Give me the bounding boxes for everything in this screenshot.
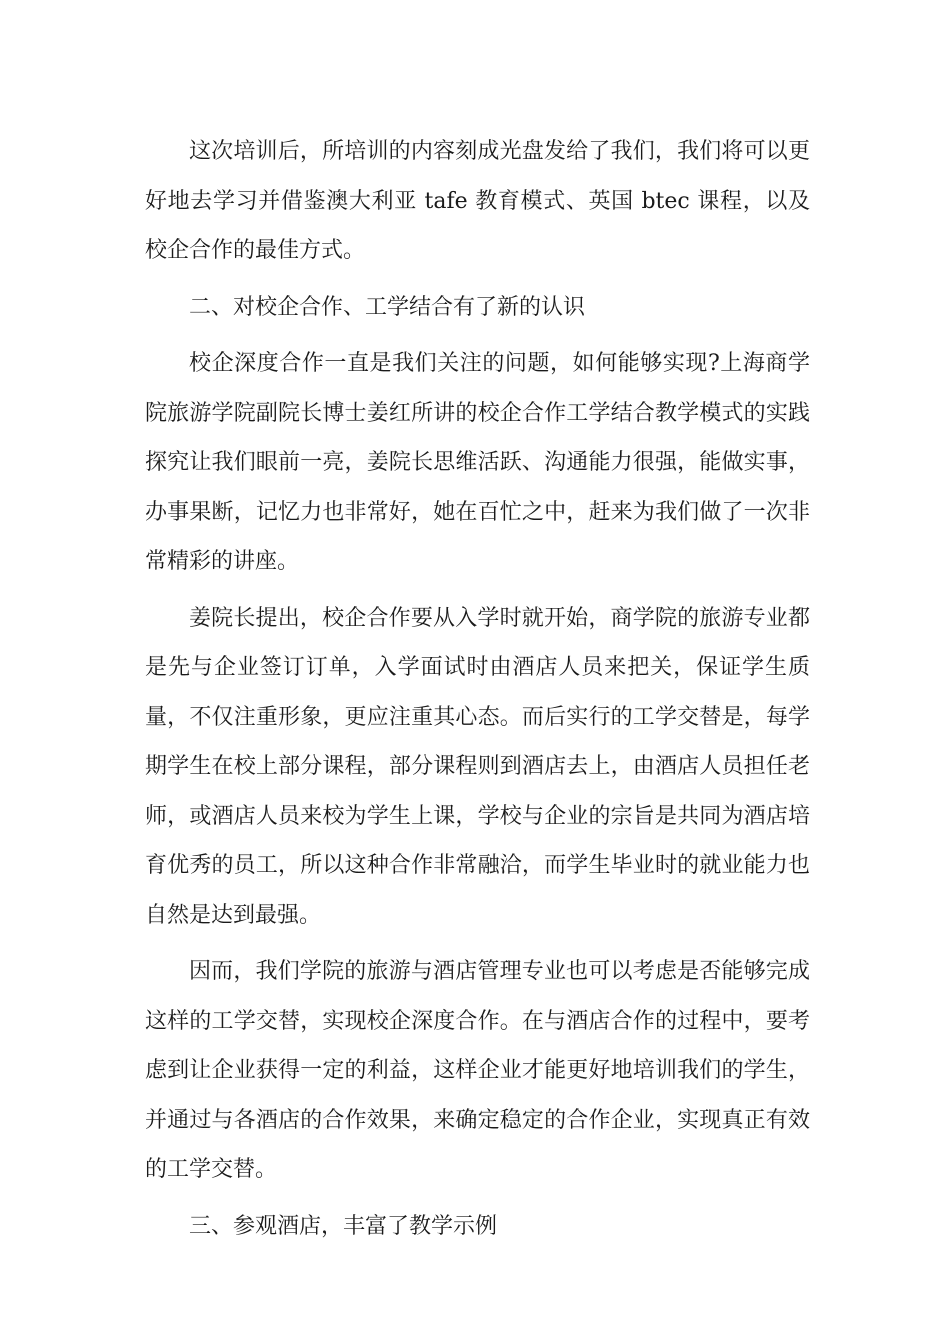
paragraph-training-materials: 这次培训后，所培训的内容刻成光盘发给了我们，我们将可以更好地去学习并借鉴澳大利亚 tafe 教育模式、英国 btec 课程，以及校企合作的最佳方式。 (145, 139, 810, 263)
section-heading-3: 三、参观酒店，丰富了教学示例 (189, 1213, 498, 1239)
section-heading-2: 二、对校企合作、工学结合有了新的认识 (189, 294, 586, 320)
paragraph-dean-proposal: 姜院长提出，校企合作要从入学时就开始，商学院的旅游专业都是先与企业签订订单，入学面试时由酒店人员来把关，保证学生质量，不仅注重形象，更应注重其心态。而后实行的工学交替是，每学期学生在校上部分课程，部分课程则到酒店去上，由酒店人员担任老师，或酒店人员来校为学生上课，学校与企业的宗旨是共同为酒店培育优秀的员工，所以这种合作非常融洽，而学生毕业时的就业能力也自然是达到最强。 (145, 605, 810, 928)
paragraph-deep-cooperation: 校企深度合作一直是我们关注的问题，如何能够实现?上海商学院旅游学院副院长博士姜红所讲的校企合作工学结合教学模式的实践探究让我们眼前一亮，姜院长思维活跃、沟通能力很强，能做实事，办事果断，记忆力也非常好，她在百忙之中，赶来为我们做了一次非常精彩的讲座。 (145, 351, 810, 574)
paragraph-our-college: 因而，我们学院的旅游与酒店管理专业也可以考虑是否能够完成这样的工学交替，实现校企深度合作。在与酒店合作的过程中，要考虑到让企业获得一定的利益，这样企业才能更好地培训我们的学生，并通过与各酒店的合作效果，来确定稳定的合作企业，实现真正有效的工学交替。 (145, 959, 810, 1182)
document-body (145, 127, 810, 1258)
